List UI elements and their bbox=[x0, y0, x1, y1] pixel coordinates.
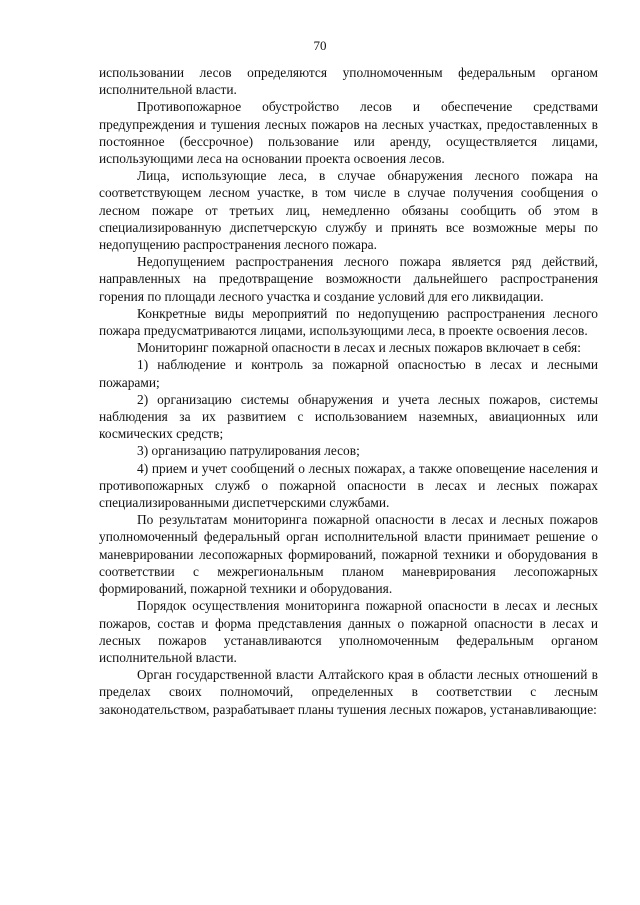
paragraph-fire-detection-duty: Лица, использующие леса, в случае обнаружения лесного пожара на соответствующем лесном участке, в том числе в случае получения сообщения о лесном пожаре от третьих лиц, немедленно обязаны сообщить об этом в специализированную диспетчерскую службу и принять все возможные меры по недопущению распространения лесного пожара. bbox=[99, 168, 598, 253]
page-number: 70 bbox=[313, 38, 327, 53]
list-item-2: 2) организацию системы обнаружения и учета лесных пожаров, системы наблюдения за их развитием с использованием наземных, авиационных или космических средств; bbox=[99, 391, 598, 442]
paragraph-monitoring-intro: Мониторинг пожарной опасности в лесах и лесных пожаров включает в себя: bbox=[137, 340, 581, 356]
paragraph-spread-prevention-definition: Недопущением распространения лесного пожара является ряд действий, направленных на предотвращение возможности дальнейшего распространения горения по площади лесного участка и создание условий для его ликвидации. bbox=[99, 254, 598, 304]
paragraph-monitoring-procedure: Порядок осуществления мониторинга пожарной опасности в лесах и лесных пожаров, состав и форма представления данных о пожарной опасности в лесах и лесных пожаров устанавливаются уполномоченным федеральным органом исполнительной власти. bbox=[99, 598, 598, 665]
list-item-3: 3) организацию патрулирования лесов; bbox=[137, 443, 360, 459]
paragraph-monitoring-results: По результатам мониторинга пожарной опасности в лесах и лесных пожаров уполномоченный федеральный орган исполнительной власти принимает решение о маневрировании лесопожарных формирований, пожарной техники и оборудования в соответствии с межрегиональным планом маневрирования лесопожарных формирований, пожарной техники и оборудования. bbox=[99, 512, 598, 597]
list-item-1: 1) наблюдение и контроль за пожарной опасностью в лесах и лесными пожарами; bbox=[99, 357, 598, 390]
list-item-4: 4) прием и учет сообщений о лесных пожарах, а также оповещение населения и противопожарных служб о пожарной опасности в лесах и лесных пожарах специализированными диспетчерскими службами. bbox=[99, 460, 598, 511]
paragraph-continuation: использовании лесов определяются уполномоченным федеральным органом исполнительной власти. bbox=[99, 65, 598, 98]
paragraph-fire-prevention-arrangement: Противопожарное обустройство лесов и обеспечение средствами предупреждения и тушения лесных пожаров на лесных участках, предоставленных в постоянное (бессрочное) пользование или аренду, осуществляется лицами, использующими леса на основании проекта освоения лесов. bbox=[99, 99, 598, 167]
document-body bbox=[99, 64, 598, 718]
paragraph-specific-measures: Конкретные виды мероприятий по недопущению распространения лесного пожара предусматриваются лицами, использующими леса, в проекте освоения лесов. bbox=[99, 305, 598, 339]
paragraph-altai-authority: Орган государственной власти Алтайского края в области лесных отношений в пределах своих полномочий, определенных в соответствии с лесным законодательством, разрабатывает планы тушения лесных пожаров, устанавливающие: bbox=[99, 667, 598, 717]
